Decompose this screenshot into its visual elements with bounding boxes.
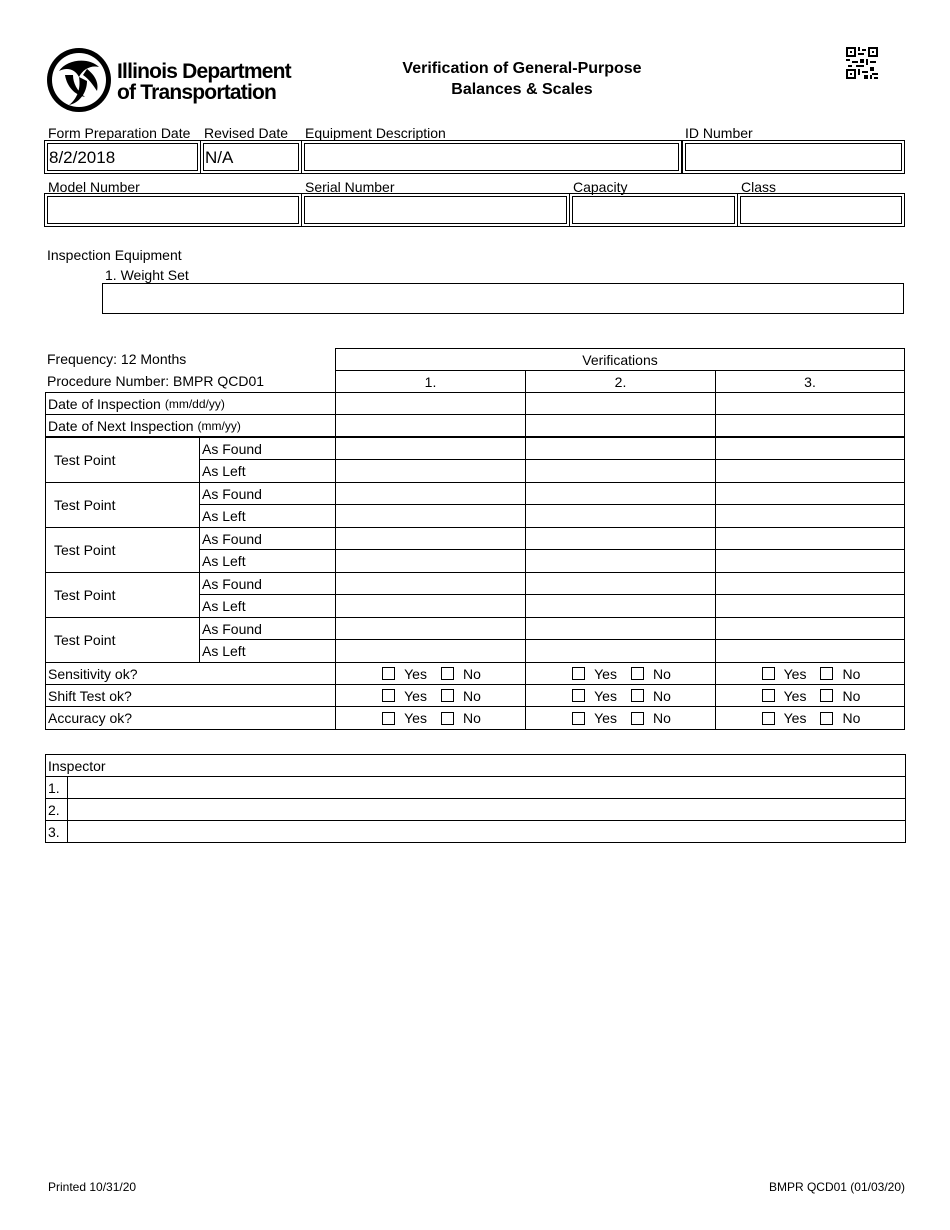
accuracy-label: Accuracy ok? <box>45 706 336 730</box>
test-point-1-as-left-cell-1[interactable] <box>335 459 526 483</box>
sensitivity-no-checkbox[interactable] <box>441 667 454 680</box>
accuracy-no-checkbox[interactable] <box>441 712 454 725</box>
class-field[interactable] <box>740 196 902 224</box>
yes-label: Yes <box>783 665 807 682</box>
test-point-2-as-found-cell-3[interactable] <box>715 482 905 505</box>
accuracy-yes-checkbox[interactable] <box>572 712 585 725</box>
test-point-5-as-found-cell-1[interactable] <box>335 617 526 640</box>
sensitivity-yes-checkbox[interactable] <box>572 667 585 680</box>
inspector-row-number: 3. <box>45 820 68 843</box>
yes-label: Yes <box>594 665 617 682</box>
yes-label: Yes <box>404 665 427 682</box>
no-label: No <box>462 665 481 682</box>
verification-col-2: 2. <box>525 370 716 393</box>
form-code: BMPR QCD01 (01/03/20) <box>768 1180 905 1194</box>
no-label: No <box>652 665 671 682</box>
date-of-next-inspection-label <box>45 414 336 437</box>
test-point-1-as-left-cell-3[interactable] <box>715 459 905 483</box>
as-found-label: As Found <box>199 527 336 550</box>
as-left-label: As Left <box>199 549 336 573</box>
test-point-label: Test Point <box>45 617 200 663</box>
test-point-5-as-left-cell-3[interactable] <box>715 639 905 663</box>
weight-set-label: 1. Weight Set <box>105 267 189 283</box>
qr-code-icon <box>846 47 878 79</box>
shift-test-check-1 <box>335 684 526 707</box>
inspection-equipment-label: Inspection Equipment <box>47 247 182 263</box>
test-point-3-as-found-cell-2[interactable] <box>525 527 716 550</box>
sensitivity-no-checkbox[interactable] <box>631 667 644 680</box>
as-found-label: As Found <box>199 482 336 505</box>
inspector-row-number: 2. <box>45 798 68 821</box>
date-of-inspection-text: Date of Inspection <box>48 395 161 412</box>
inspector-row-number: 1. <box>45 776 68 799</box>
weight-set-field[interactable] <box>102 283 904 314</box>
test-point-1-as-found-cell-3[interactable] <box>715 437 905 460</box>
model-number-label: Model Number <box>48 179 140 195</box>
sensitivity-no-checkbox[interactable] <box>820 667 833 680</box>
date-of-inspection-cell-1[interactable] <box>335 392 526 415</box>
yes-label: Yes <box>404 710 427 726</box>
accuracy-check-2 <box>525 706 716 730</box>
verifications-header: Verifications <box>335 348 905 371</box>
serial-number-label: Serial Number <box>305 179 395 195</box>
yes-label: Yes <box>783 710 807 726</box>
model-number-field[interactable] <box>47 196 299 224</box>
as-found-label: As Found <box>199 617 336 640</box>
no-label: No <box>842 710 861 726</box>
inspector-3-field[interactable] <box>67 820 906 843</box>
idot-logo <box>45 45 300 115</box>
test-point-2-as-found-cell-2[interactable] <box>525 482 716 505</box>
form-title-line1: Verification of General-Purpose <box>402 60 642 77</box>
procedure-number-text: Procedure Number: BMPR QCD01 <box>45 370 335 392</box>
as-left-label: As Left <box>199 594 336 618</box>
test-point-2-as-found-cell-1[interactable] <box>335 482 526 505</box>
date-of-next-inspection-cell-1[interactable] <box>335 414 526 437</box>
shift-test-yes-checkbox[interactable] <box>382 689 395 702</box>
test-point-4-as-found-cell-3[interactable] <box>715 572 905 595</box>
no-label: No <box>842 687 861 704</box>
accuracy-yes-checkbox[interactable] <box>762 712 775 725</box>
test-point-2-as-left-cell-3[interactable] <box>715 504 905 528</box>
accuracy-check-1 <box>335 706 526 730</box>
accuracy-no-checkbox[interactable] <box>820 712 833 725</box>
equipment-description-field[interactable] <box>304 143 679 171</box>
no-label: No <box>652 687 671 704</box>
sensitivity-label: Sensitivity ok? <box>45 662 336 685</box>
date-of-inspection-label <box>45 392 336 415</box>
test-point-label: Test Point <box>45 572 200 618</box>
yes-label: Yes <box>404 687 427 704</box>
shift-test-no-checkbox[interactable] <box>631 689 644 702</box>
test-point-4-as-found-cell-2[interactable] <box>525 572 716 595</box>
shift-test-yes-checkbox[interactable] <box>762 689 775 702</box>
date-of-inspection-cell-2[interactable] <box>525 392 716 415</box>
yes-label: Yes <box>594 710 617 726</box>
sensitivity-yes-checkbox[interactable] <box>382 667 395 680</box>
sensitivity-check-1 <box>335 662 526 685</box>
sensitivity-yes-checkbox[interactable] <box>762 667 775 680</box>
capacity-field[interactable] <box>572 196 735 224</box>
form-prep-date-label: Form Preparation Date <box>48 125 191 141</box>
test-point-label: Test Point <box>45 437 200 483</box>
test-point-4-as-left-cell-2[interactable] <box>525 594 716 618</box>
test-point-label: Test Point <box>45 527 200 573</box>
verification-col-1: 1. <box>335 370 526 393</box>
no-label: No <box>462 710 481 726</box>
test-point-4-as-left-cell-1[interactable] <box>335 594 526 618</box>
test-point-3-as-found-cell-3[interactable] <box>715 527 905 550</box>
printed-date: Printed 10/31/20 <box>48 1180 137 1194</box>
shift-test-no-checkbox[interactable] <box>441 689 454 702</box>
serial-number-field[interactable] <box>304 196 567 224</box>
test-point-2-as-left-cell-2[interactable] <box>525 504 716 528</box>
id-number-field[interactable] <box>685 143 902 171</box>
org-name-line2: of Transportation <box>117 81 277 104</box>
form-title <box>372 58 672 100</box>
accuracy-check-3 <box>715 706 905 730</box>
inspector-header: Inspector <box>45 754 906 777</box>
date-of-inspection-cell-3[interactable] <box>715 392 905 415</box>
accuracy-yes-checkbox[interactable] <box>382 712 395 725</box>
as-left-label: As Left <box>199 459 336 483</box>
test-point-4-as-left-cell-3[interactable] <box>715 594 905 618</box>
yes-label: Yes <box>783 687 807 704</box>
capacity-label: Capacity <box>573 179 628 195</box>
accuracy-no-checkbox[interactable] <box>631 712 644 725</box>
inspector-1-field[interactable] <box>67 776 906 799</box>
test-point-5-as-left-cell-2[interactable] <box>525 639 716 663</box>
form-prep-date-field[interactable]: 8/2/2018 <box>47 143 198 171</box>
inspector-2-field[interactable] <box>67 798 906 821</box>
as-left-label: As Left <box>199 639 336 663</box>
id-number-label: ID Number <box>685 125 753 141</box>
idot-emblem-icon <box>45 45 115 115</box>
test-point-1-as-left-cell-2[interactable] <box>525 459 716 483</box>
date-of-next-inspection-cell-2[interactable] <box>525 414 716 437</box>
org-name-line1: Illinois Department <box>117 60 291 83</box>
test-point-1-as-found-cell-2[interactable] <box>525 437 716 460</box>
shift-test-no-checkbox[interactable] <box>820 689 833 702</box>
as-left-label: As Left <box>199 504 336 528</box>
as-found-label: As Found <box>199 572 336 595</box>
verification-col-3: 3. <box>715 370 905 393</box>
as-found-label: As Found <box>199 437 336 460</box>
sensitivity-check-3 <box>715 662 905 685</box>
yes-label: Yes <box>594 687 617 704</box>
test-point-5-as-found-cell-2[interactable] <box>525 617 716 640</box>
test-point-label: Test Point <box>45 482 200 528</box>
date-of-inspection-hint: (mm/dd/yy) <box>164 396 225 411</box>
class-label: Class <box>741 179 777 195</box>
frequency-text: Frequency: 12 Months <box>45 348 335 370</box>
form-title-line2: Balances & Scales <box>451 81 593 98</box>
no-label: No <box>842 665 861 682</box>
test-point-3-as-left-cell-3[interactable] <box>715 549 905 573</box>
test-point-3-as-left-cell-1[interactable] <box>335 549 526 573</box>
no-label: No <box>652 710 671 726</box>
test-point-5-as-left-cell-1[interactable] <box>335 639 526 663</box>
equipment-description-label: Equipment Description <box>305 125 446 141</box>
test-point-2-as-left-cell-1[interactable] <box>335 504 526 528</box>
test-point-1-as-found-cell-1[interactable] <box>335 437 526 460</box>
shift-test-check-3 <box>715 684 905 707</box>
date-of-next-inspection-cell-3[interactable] <box>715 414 905 437</box>
no-label: No <box>462 687 481 704</box>
test-point-4-as-found-cell-1[interactable] <box>335 572 526 595</box>
shift-test-check-2 <box>525 684 716 707</box>
sensitivity-check-2 <box>525 662 716 685</box>
date-of-next-inspection-hint: (mm/yy) <box>197 418 241 433</box>
test-point-3-as-found-cell-1[interactable] <box>335 527 526 550</box>
shift-test-label: Shift Test ok? <box>45 684 336 707</box>
revised-date-field[interactable]: N/A <box>203 143 299 171</box>
test-point-3-as-left-cell-2[interactable] <box>525 549 716 573</box>
revised-date-label: Revised Date <box>204 125 289 141</box>
test-point-5-as-found-cell-3[interactable] <box>715 617 905 640</box>
date-of-next-inspection-text: Date of Next Inspection <box>48 417 194 434</box>
shift-test-yes-checkbox[interactable] <box>572 689 585 702</box>
